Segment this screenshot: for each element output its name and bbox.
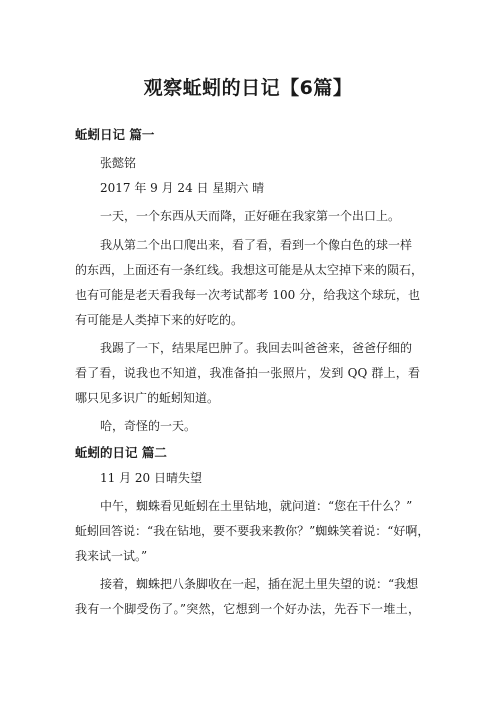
paragraph-2-line: 的东西，上面还有一条红线。我想这可能是从太空掉下来的陨石， bbox=[75, 263, 424, 277]
paragraph-5-line: 我来试一试。” bbox=[75, 549, 148, 563]
paragraph-1: 一天，一个东西从天而降，正好砸在我家第一个出口上。 bbox=[100, 209, 401, 223]
paragraph-4: 哈，奇怪的一天。 bbox=[100, 419, 197, 433]
paragraph-5-line: 蚯蚓回答说：“我在钻地，要不要我来教你？”蜘蛛笑着说：“好啊， bbox=[75, 524, 430, 538]
paragraph-2-line: 有可能是人类掉下来的好吃的。 bbox=[75, 313, 244, 327]
document-title: 观察蚯蚓的日记【6篇】 bbox=[143, 77, 353, 99]
author-line: 张懿铭 bbox=[100, 156, 137, 170]
paragraph-3-line: 我踢了一下，结果尾巴肿了。我回去叫爸爸来，爸爸仔细的 bbox=[100, 341, 413, 355]
paragraph-3-line: 哪只见多识广的蚯蚓知道。 bbox=[75, 391, 220, 405]
paragraph-3-line: 看了看，说我也不知道，我准备拍一张照片，发到 QQ 群上，看 bbox=[75, 366, 420, 380]
paragraph-6-line: 接着，蜘蛛把八条脚收在一起，插在泥土里失望的说：“我想 bbox=[100, 577, 419, 591]
paragraph-2-line: 我从第二个出口爬出来，看了看，看到一个像白色的球一样 bbox=[100, 238, 413, 252]
paragraph-5-line: 中午，蜘蛛看见蚯蚓在土里钻地，就问道：“您在干什么？” bbox=[100, 499, 413, 513]
paragraph-6-line: 我有一个脚受伤了。”突然，它想到一个好办法，先吞下一堆土， bbox=[75, 602, 420, 616]
date-line: 2017 年 9 月 24 日 星期六 晴 bbox=[100, 181, 265, 195]
date-line: 11 月 20 日晴失望 bbox=[100, 471, 202, 485]
section-heading-1: 蚯蚓日记 篇一 bbox=[75, 127, 155, 142]
section-heading-2: 蚯蚓的日记 篇二 bbox=[75, 445, 167, 460]
paragraph-2-line: 也有可能是老天看我每一次考试都考 100 分，给我这个球玩，也 bbox=[75, 288, 420, 302]
